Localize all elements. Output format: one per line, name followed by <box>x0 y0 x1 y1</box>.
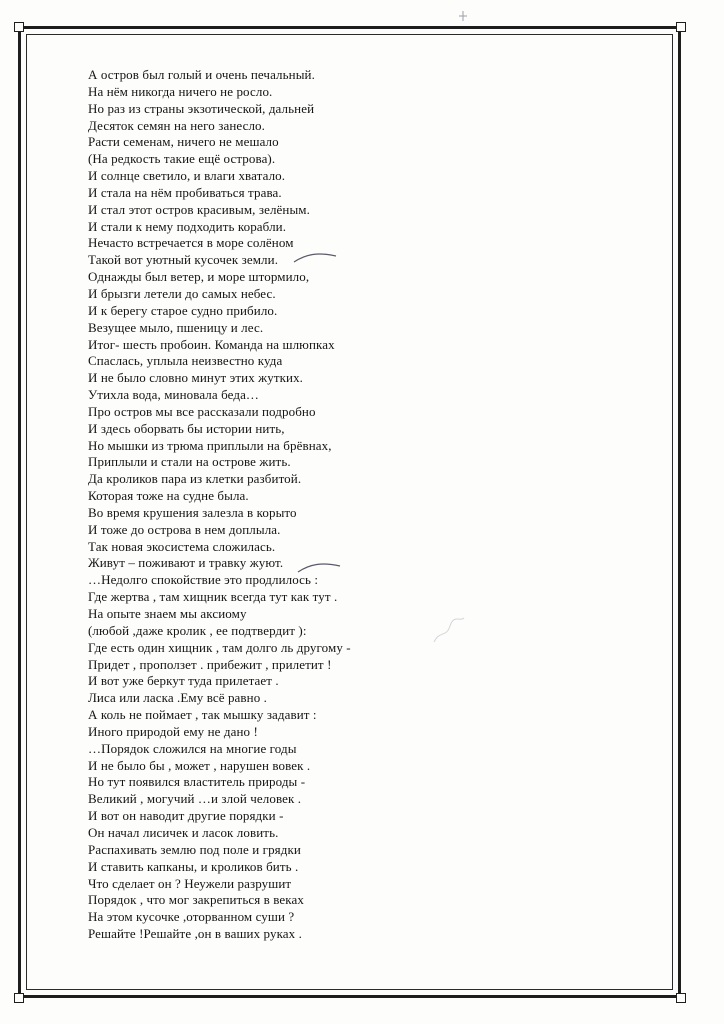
poem-text <box>88 67 648 943</box>
poem-line: Приплыли и стали на острове жить. <box>88 454 291 470</box>
corner-ornament-top-right <box>676 22 686 32</box>
poem-line: И ставить капканы, и кроликов бить . <box>88 858 299 874</box>
poem-line: Нечасто встречается в море солёном <box>88 235 294 251</box>
corner-ornament-top-left <box>14 22 24 32</box>
poem-line: Утихла вода, миновала беда… <box>88 387 260 403</box>
poem-line: И брызги летели до самых небес. <box>88 285 276 301</box>
poem-line: Которая тоже на судне была. <box>88 488 249 504</box>
poem-line: И стал этот остров красивым, зелёным. <box>88 201 310 217</box>
poem-line: Он начал лисичек и ласок ловить. <box>88 824 279 840</box>
poem-line: И к берегу старое судно прибило. <box>88 302 278 318</box>
pencil-margin-mark <box>458 10 468 24</box>
poem-line: И вот уже беркут туда прилетает . <box>88 673 279 689</box>
poem-line: Но раз из страны экзотической, дальней <box>88 100 315 116</box>
poem-line: На нём никогда ничего не росло. <box>88 83 273 99</box>
poem-line: На опыте знаем мы аксиому <box>88 606 247 621</box>
poem-line: И солнце светило, и влаги хватало. <box>88 168 286 184</box>
poem-line: Иного природой ему не дано ! <box>88 723 258 739</box>
poem-line: Во время крушения залезла в корыто <box>88 504 297 520</box>
poem-line: И не было словно минут этих жутких. <box>88 370 304 386</box>
poem-line: Десяток семян на него занесло. <box>88 117 265 133</box>
poem-line: Где жертва , там хищник всегда тут как тут . <box>88 589 338 605</box>
poem-line: А остров был голый и очень печальный. <box>88 67 315 82</box>
poem-line: И не было бы , может , нарушен вовек . <box>88 757 311 773</box>
poem-line: Такой вот уютный кусочек земли. <box>88 252 279 268</box>
poem-line: Но тут появился властитель природы - <box>88 774 306 790</box>
poem-line: Однажды был ветер, и море штормило, <box>88 269 310 285</box>
poem-line: И стала на нём пробиваться трава. <box>88 184 282 200</box>
poem-line: И здесь оборвать бы истории нить, <box>88 420 285 436</box>
poem-line: Распахивать землю под поле и грядки <box>88 841 301 857</box>
poem-line: И стали к нему подходить корабли. <box>88 218 287 234</box>
poem-line: Везущее мыло, пшеницу и лес. <box>88 319 264 335</box>
poem-line: Порядок , что мог закрепиться в веках <box>88 892 304 908</box>
corner-ornament-bottom-left <box>14 993 24 1003</box>
poem-line: Так новая экосистема сложилась. <box>88 538 276 554</box>
poem-line: А коль не поймает , так мышку задавит : <box>88 707 317 723</box>
poem-line: Итог- шесть пробоин. Команда на шлюпках <box>88 336 335 352</box>
corner-ornament-bottom-right <box>676 993 686 1003</box>
poem-line: Что сделает он ? Неужели разрушит <box>88 875 292 891</box>
poem-line: Великий , могучий …и злой человек . <box>88 791 302 807</box>
poem-line: Лиса или ласка .Ему всё равно . <box>88 690 268 706</box>
poem-line: Расти семенам, ничего не мешало <box>88 134 279 150</box>
poem-line: Живут – поживают и травку жуют. <box>88 555 284 571</box>
poem-line: …Недолго спокойствие это продлилось : <box>88 572 319 588</box>
poem-line: И тоже до острова в нем доплыла. <box>88 521 281 537</box>
poem-line: (любой ,даже кролик , ее подтвердит ): <box>88 622 307 638</box>
poem-line: Придет , проползет . прибежит , прилетит ! <box>88 656 332 672</box>
poem-line: …Порядок сложился на многие годы <box>88 740 297 756</box>
poem-line: Про остров мы все рассказали подробно <box>88 403 316 419</box>
poem-line: На этом кусочке ,оторванном суши ? <box>88 909 295 925</box>
poem-line: (На редкость такие ещё острова). <box>88 151 276 167</box>
poem-line: Да кроликов пара из клетки разбитой. <box>88 471 302 487</box>
poem-line: Но мышки из трюма приплыли на брёвнах, <box>88 437 332 453</box>
poem-line: И вот он наводит другие порядки - <box>88 808 284 824</box>
poem-line: Где есть один хищник , там долго ль другому - <box>88 639 351 655</box>
poem-line: Решайте !Решайте ,он в ваших руках . <box>88 926 302 942</box>
poem-line: Спаслась, уплыла неизвестно куда <box>88 353 283 369</box>
